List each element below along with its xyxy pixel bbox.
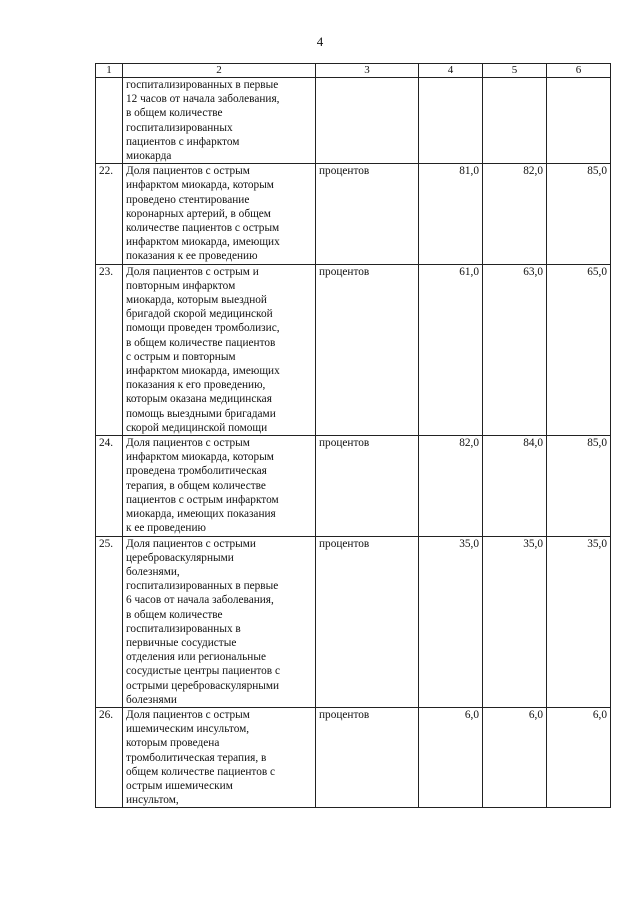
indicator-text-line: которым оказана медицинская xyxy=(126,393,272,406)
indicator-text-line: в общем количестве xyxy=(126,107,223,120)
row-number-cell: 23. xyxy=(96,264,123,435)
value-cell: 35,0 xyxy=(419,536,483,707)
value-cell: 85,0 xyxy=(547,436,611,536)
indicator-text-line: к ее проведению xyxy=(126,522,206,535)
indicator-text-line: коронарных артерий, в общем xyxy=(126,207,271,220)
indicator-text-line: Доля пациентов с острым xyxy=(126,437,250,450)
header-cell: 2 xyxy=(123,64,316,78)
indicator-text-line: Доля пациентов с острыми xyxy=(126,537,256,550)
indicator-text-line: острыми цереброваскулярными xyxy=(126,679,280,692)
value-cell: 84,0 xyxy=(483,436,547,536)
indicator-text-line: госпитализированных в первые xyxy=(126,580,279,593)
header-cell: 3 xyxy=(316,64,419,78)
table-row xyxy=(96,436,611,536)
indicator-text-cell xyxy=(123,707,316,807)
indicator-text-line: проведено стентирование xyxy=(126,193,250,206)
indicator-text-line: острым ишемическим xyxy=(126,779,233,792)
row-number-cell: 22. xyxy=(96,164,123,264)
indicator-text-line: цереброваскулярными xyxy=(126,551,234,564)
indicator-text-line: помощь выездными бригадами xyxy=(126,407,276,420)
table-row xyxy=(96,707,611,807)
indicator-text-line: 6 часов от начала заболевания, xyxy=(126,594,274,607)
row-number-cell: 26. xyxy=(96,707,123,807)
value-cell: 35,0 xyxy=(547,536,611,707)
table-row xyxy=(96,264,611,435)
indicator-text-line: помощи проведен тромболизис, xyxy=(126,322,280,335)
indicator-text-line: инфарктом миокарда, имеющих xyxy=(126,365,280,378)
value-cell: 85,0 xyxy=(547,164,611,264)
indicator-text-line: госпитализированных в xyxy=(126,622,241,635)
indicator-text-line: терапия, в общем количестве xyxy=(126,479,266,492)
value-cell xyxy=(419,78,483,164)
indicator-text-cell xyxy=(123,436,316,536)
unit-cell: процентов xyxy=(316,264,419,435)
indicator-text-line: Доля пациентов с острым и xyxy=(126,265,259,278)
indicator-text-line: показания к его проведению, xyxy=(126,379,266,392)
indicator-text-cell xyxy=(123,164,316,264)
value-cell: 6,0 xyxy=(547,707,611,807)
unit-cell xyxy=(316,78,419,164)
indicator-text-line: миокарда, имеющих показания xyxy=(126,508,276,521)
value-cell: 82,0 xyxy=(483,164,547,264)
indicator-text-cell xyxy=(123,536,316,707)
header-cell: 5 xyxy=(483,64,547,78)
continuation-row xyxy=(96,78,611,164)
header-row xyxy=(96,64,611,78)
value-cell: 35,0 xyxy=(483,536,547,707)
row-number-cell: 24. xyxy=(96,436,123,536)
indicator-text-line: количестве пациентов с острым xyxy=(126,222,280,235)
value-cell xyxy=(547,78,611,164)
indicator-text-line: ишемическим инсультом, xyxy=(126,723,250,736)
indicator-text-line: инфарктом миокарда, которым xyxy=(126,179,274,192)
indicator-text-line: пациентов с острым инфарктом xyxy=(126,493,279,506)
indicator-text-line: общем количестве пациентов с xyxy=(126,765,276,778)
value-cell: 61,0 xyxy=(419,264,483,435)
row-number-cell xyxy=(96,78,123,164)
indicator-text-line: бригадой скорой медицинской xyxy=(126,308,273,321)
indicator-text-line: тромболитическая терапия, в xyxy=(126,751,267,764)
indicator-text-line: сосудистые центры пациентов с xyxy=(126,665,280,678)
indicator-text-line: в общем количестве xyxy=(126,608,223,621)
indicator-text-line: скорой медицинской помощи xyxy=(126,421,268,434)
value-cell: 6,0 xyxy=(419,707,483,807)
indicators-table xyxy=(95,63,611,808)
unit-cell: процентов xyxy=(316,536,419,707)
header-cell: 4 xyxy=(419,64,483,78)
indicator-text-line: показания к ее проведению xyxy=(126,250,258,263)
header-cell: 6 xyxy=(547,64,611,78)
unit-cell: процентов xyxy=(316,436,419,536)
value-cell: 63,0 xyxy=(483,264,547,435)
value-cell: 6,0 xyxy=(483,707,547,807)
indicator-text-line: которым проведена xyxy=(126,737,220,750)
indicator-text-line: болезнями xyxy=(126,693,177,706)
header-cell: 1 xyxy=(96,64,123,78)
indicator-text-line: инфарктом миокарда, которым xyxy=(126,451,274,464)
indicator-text-line: Доля пациентов с острым xyxy=(126,165,250,178)
indicator-text-cell xyxy=(123,78,316,164)
indicator-text-line: пациентов с инфарктом xyxy=(126,135,240,148)
indicator-text-line: инфарктом миокарда, имеющих xyxy=(126,236,280,249)
indicator-text-line: миокарда xyxy=(126,150,172,163)
indicator-text-line: в общем количестве пациентов xyxy=(126,336,276,349)
indicator-text-line: первичные сосудистые xyxy=(126,636,237,649)
indicator-text-line: 12 часов от начала заболевания, xyxy=(126,93,280,106)
unit-cell: процентов xyxy=(316,707,419,807)
table-row xyxy=(96,164,611,264)
page-number: 4 xyxy=(316,34,324,49)
table-row xyxy=(96,536,611,707)
value-cell xyxy=(483,78,547,164)
indicator-text-cell xyxy=(123,264,316,435)
indicator-text-line: с острым и повторным xyxy=(126,350,236,363)
indicator-text-line: Доля пациентов с острым xyxy=(126,708,250,721)
indicator-text-line: отделения или региональные xyxy=(126,651,266,664)
indicator-text-line: инсультом, xyxy=(126,794,179,807)
indicator-text-line: госпитализированных xyxy=(126,121,233,134)
indicator-text-line: болезнями, xyxy=(126,565,180,578)
row-number-cell: 25. xyxy=(96,536,123,707)
value-cell: 82,0 xyxy=(419,436,483,536)
unit-cell: процентов xyxy=(316,164,419,264)
indicator-text-line: миокарда, которым выездной xyxy=(126,294,267,307)
value-cell: 65,0 xyxy=(547,264,611,435)
indicator-text-line: повторным инфарктом xyxy=(126,279,236,292)
indicator-text-line: госпитализированных в первые xyxy=(126,79,279,91)
indicator-text-line: проведена тромболитическая xyxy=(126,465,267,478)
value-cell: 81,0 xyxy=(419,164,483,264)
